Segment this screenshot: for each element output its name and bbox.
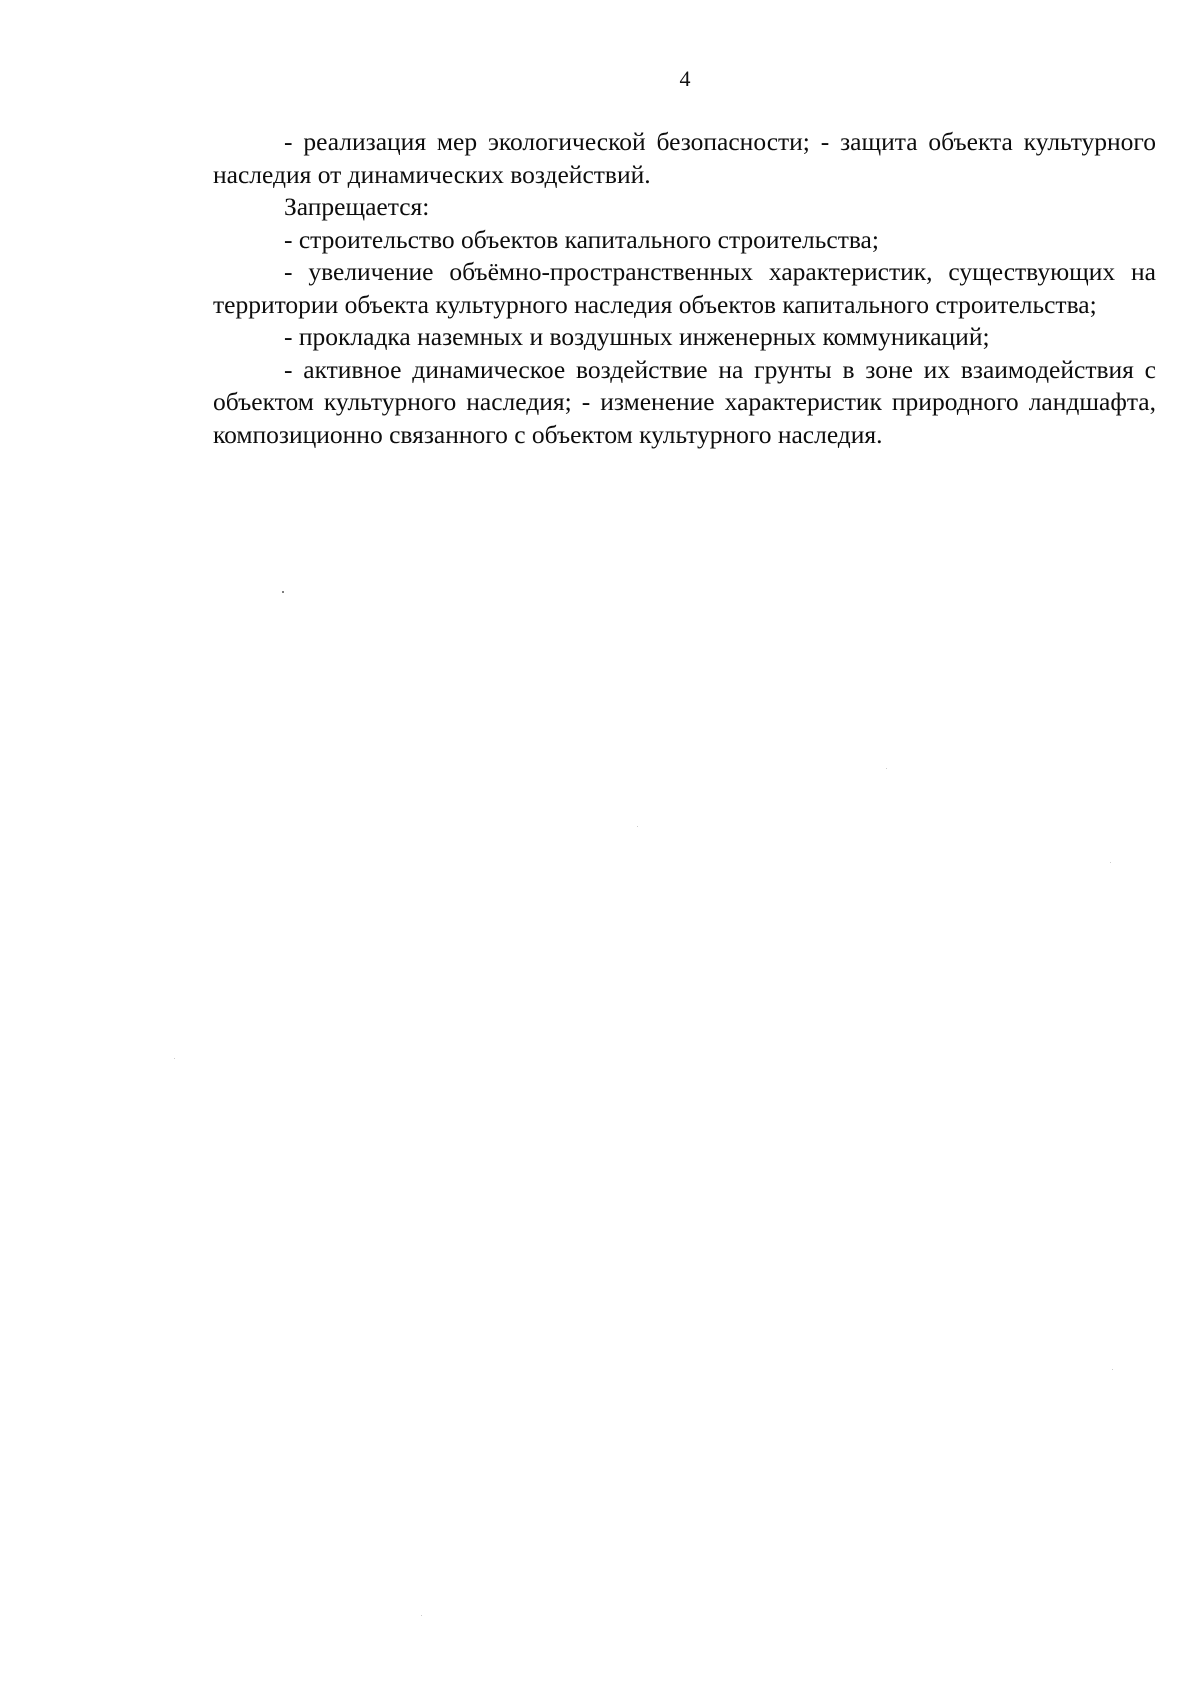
paragraph: - активное динамическое воздействие на грунты в зоне их взаимодействия с объектом культурного наследия; - изменение характеристик природного ландшафта, композиционно связанного с объектом культурного наследия. bbox=[213, 354, 1156, 449]
scan-speck bbox=[174, 1058, 175, 1059]
paragraph: - реализация мер экологической безопасности; - защита объекта культурного наследия от динамических воздействий. bbox=[213, 127, 1156, 189]
paragraph: - строительство объектов капитального строительства; bbox=[284, 224, 879, 254]
scan-speck bbox=[1112, 1369, 1113, 1370]
paragraph: - прокладка наземных и воздушных инженерных коммуникаций; bbox=[284, 322, 990, 351]
scan-speck bbox=[1110, 862, 1111, 863]
page-number: 4 bbox=[679, 66, 691, 91]
scan-speck bbox=[886, 768, 887, 769]
document-body bbox=[213, 126, 1156, 451]
paragraph: Запрещается: bbox=[284, 192, 430, 221]
scan-speck bbox=[282, 591, 284, 593]
paragraph: - увеличение объёмно-пространственных характеристик, существующих на территории объекта культурного наследия объектов капитального строительства; bbox=[213, 257, 1156, 319]
scan-speck bbox=[421, 1615, 422, 1616]
scan-speck bbox=[637, 826, 638, 827]
